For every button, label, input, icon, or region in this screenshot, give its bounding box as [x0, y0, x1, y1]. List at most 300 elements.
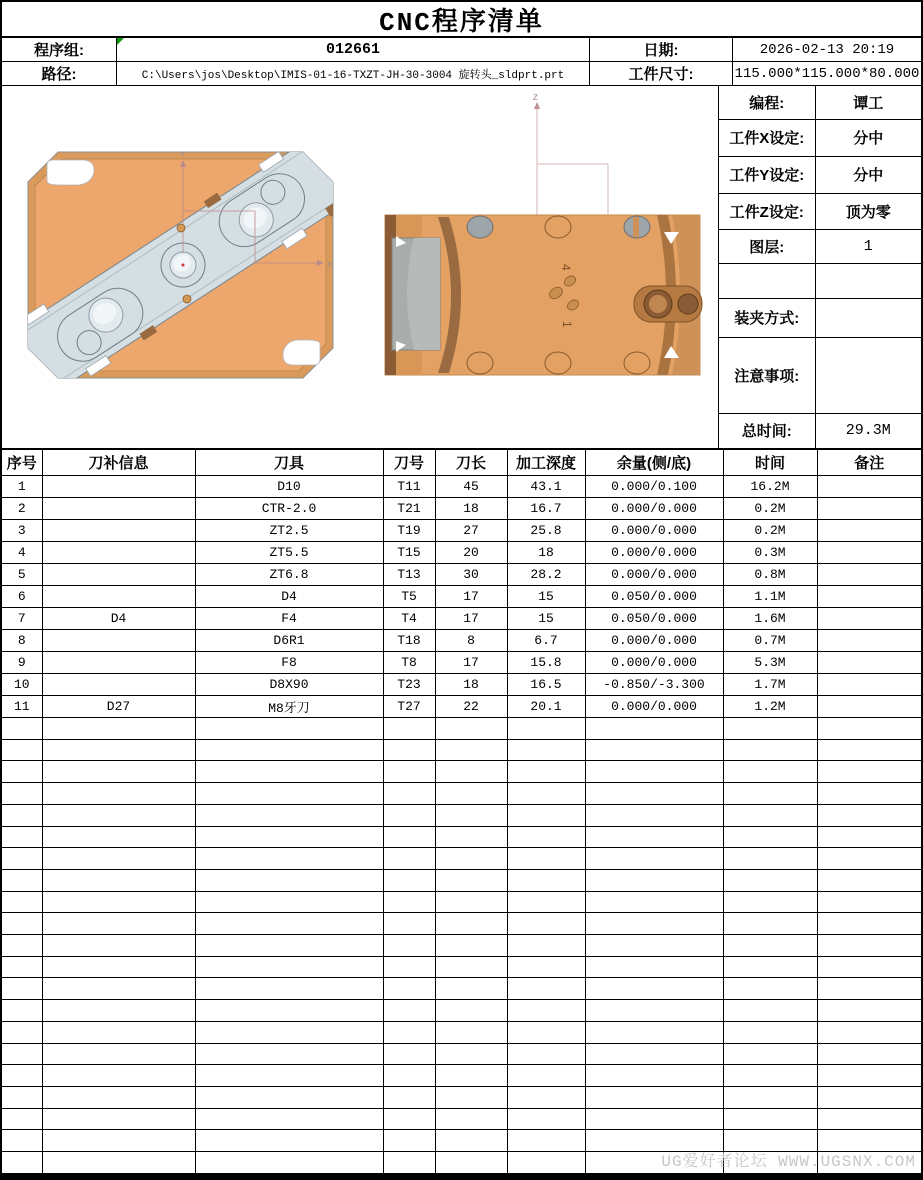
cell-remark [817, 869, 921, 891]
col-header-tool: 刀具 [195, 450, 383, 476]
cell-allowance: -0.850/-3.300 [585, 674, 723, 696]
cell-cut-depth [507, 935, 585, 957]
cell-remark [817, 718, 921, 740]
tool-row [2, 586, 921, 608]
empty-row [2, 1086, 921, 1108]
panel-row-z-setting [719, 193, 921, 229]
cell-seq [2, 1130, 42, 1152]
cell-remark [817, 1065, 921, 1087]
cell-cut-depth [507, 1043, 585, 1065]
empty-row [2, 761, 921, 783]
tool-row [2, 542, 921, 564]
cell-cut-depth [507, 913, 585, 935]
cell-remark [817, 913, 921, 935]
cell-remark [817, 520, 921, 542]
x-setting-value: 分中 [815, 119, 921, 156]
cell-cut-depth [507, 804, 585, 826]
cell-seq: 7 [2, 608, 42, 630]
cell-tool-comp [42, 630, 195, 652]
cell-tool [195, 913, 383, 935]
cell-cut-depth: 16.7 [507, 498, 585, 520]
cell-tool-comp [42, 761, 195, 783]
cell-tool-length [435, 783, 507, 805]
notes-value [815, 337, 921, 413]
empty-row [2, 935, 921, 957]
forum-watermark: UG爱好者论坛 WWW.UGSNX.COM [661, 1153, 916, 1171]
cell-seq [2, 1086, 42, 1108]
cell-tool-length [435, 1108, 507, 1130]
program-group-value: 012661 [117, 38, 590, 62]
cell-tool-length: 22 [435, 696, 507, 718]
cell-tool [195, 1130, 383, 1152]
cell-tool-no [383, 718, 435, 740]
cell-time: 1.6M [723, 608, 817, 630]
col-header-remark: 备注 [817, 450, 921, 476]
tool-table-body [2, 476, 921, 1174]
cell-tool-no: T5 [383, 586, 435, 608]
cell-remark [817, 978, 921, 1000]
cell-tool-comp [42, 476, 195, 498]
cell-tool-comp [42, 674, 195, 696]
cell-tool-length: 18 [435, 498, 507, 520]
cell-tool-length [435, 1000, 507, 1022]
tool-table [2, 449, 921, 1174]
cell-tool [195, 739, 383, 761]
tool-row [2, 476, 921, 498]
empty-row [2, 869, 921, 891]
cell-tool-no [383, 935, 435, 957]
cell-cut-depth [507, 956, 585, 978]
cell-cut-depth: 25.8 [507, 520, 585, 542]
cell-cut-depth [507, 978, 585, 1000]
cell-allowance [585, 783, 723, 805]
workpiece-size-value: 115.000*115.000*80.000 [733, 62, 921, 86]
cell-allowance [585, 1108, 723, 1130]
cell-tool-no [383, 761, 435, 783]
cell-remark [817, 498, 921, 520]
cell-tool-no [383, 1130, 435, 1152]
cell-tool-length [435, 869, 507, 891]
cell-allowance: 0.050/0.000 [585, 608, 723, 630]
cell-tool: M8牙刀 [195, 696, 383, 718]
col-header-seq: 序号 [2, 450, 42, 476]
cell-tool [195, 935, 383, 957]
cell-tool-no [383, 1152, 435, 1174]
workpiece-size-label: 工件尺寸: [590, 62, 733, 86]
cell-tool-length [435, 826, 507, 848]
cell-time: 0.7M [723, 630, 817, 652]
part-number-1: 1 [560, 321, 574, 328]
cell-allowance [585, 1021, 723, 1043]
cell-seq: 3 [2, 520, 42, 542]
panel-row-total-time [719, 413, 921, 448]
col-header-time: 时间 [723, 450, 817, 476]
cell-seq [2, 1152, 42, 1174]
cell-seq: 9 [2, 652, 42, 674]
cell-remark [817, 891, 921, 913]
cell-remark [817, 586, 921, 608]
cell-seq: 2 [2, 498, 42, 520]
cell-tool-length: 30 [435, 564, 507, 586]
cell-cut-depth: 16.5 [507, 674, 585, 696]
cell-tool-length: 27 [435, 520, 507, 542]
cell-tool-comp [42, 1152, 195, 1174]
cell-time [723, 869, 817, 891]
cell-tool-comp [42, 826, 195, 848]
notes-label: 注意事项: [719, 337, 815, 413]
cell-tool-comp [42, 913, 195, 935]
cell-cut-depth [507, 869, 585, 891]
cell-allowance [585, 891, 723, 913]
tool-table-head-row [2, 450, 921, 476]
cell-tool-length: 20 [435, 542, 507, 564]
empty-row [2, 739, 921, 761]
empty-row [2, 1065, 921, 1087]
cell-cut-depth [507, 891, 585, 913]
cell-tool: ZT5.5 [195, 542, 383, 564]
cell-time [723, 804, 817, 826]
cell-tool-no [383, 826, 435, 848]
cell-seq [2, 978, 42, 1000]
cell-seq [2, 935, 42, 957]
setup-panel [718, 86, 921, 448]
cell-tool-comp [42, 1021, 195, 1043]
blank-label [719, 263, 815, 298]
cell-seq [2, 869, 42, 891]
cell-time [723, 1108, 817, 1130]
panel-row-y-setting [719, 156, 921, 193]
cell-tool-length [435, 1086, 507, 1108]
empty-row [2, 1021, 921, 1043]
empty-row [2, 978, 921, 1000]
cell-cut-depth [507, 1152, 585, 1174]
panel-row-programmer [719, 86, 921, 119]
panel-row-x-setting [719, 119, 921, 156]
cell-cut-depth [507, 826, 585, 848]
cell-remark [817, 608, 921, 630]
cell-time [723, 1065, 817, 1087]
cell-remark [817, 1130, 921, 1152]
cell-remark [817, 848, 921, 870]
cell-allowance: 0.000/0.000 [585, 652, 723, 674]
layer-value: 1 [815, 229, 921, 263]
cell-tool-comp [42, 652, 195, 674]
cell-allowance [585, 848, 723, 870]
cell-tool-length: 8 [435, 630, 507, 652]
cell-time [723, 848, 817, 870]
empty-row [2, 913, 921, 935]
cell-tool-no: T13 [383, 564, 435, 586]
cell-seq [2, 826, 42, 848]
cell-tool-comp [42, 1108, 195, 1130]
path-value: C:\Users\jos\Desktop\IMIS-01-16-TXZT-JH-30-3004 旋转头_sldprt.prt [117, 62, 590, 86]
top-header [2, 38, 921, 86]
cell-tool: F4 [195, 608, 383, 630]
cell-seq [2, 848, 42, 870]
cell-tool [195, 783, 383, 805]
empty-row [2, 1108, 921, 1130]
empty-row [2, 1152, 921, 1174]
cell-tool-length [435, 935, 507, 957]
cell-allowance [585, 869, 723, 891]
cell-cut-depth [507, 1108, 585, 1130]
col-header-tool-comp: 刀补信息 [42, 450, 195, 476]
cell-time: 1.1M [723, 586, 817, 608]
cell-seq [2, 1000, 42, 1022]
cell-seq: 5 [2, 564, 42, 586]
cell-tool-no [383, 783, 435, 805]
axis-x-label: X [327, 261, 332, 270]
empty-row [2, 891, 921, 913]
y-setting-label: 工件Y设定: [719, 156, 815, 193]
cell-cut-depth: 43.1 [507, 476, 585, 498]
cell-tool-no [383, 869, 435, 891]
cell-seq: 11 [2, 696, 42, 718]
cell-tool-comp [42, 520, 195, 542]
tool-row [2, 520, 921, 542]
cell-remark [817, 1000, 921, 1022]
cell-remark [817, 542, 921, 564]
cell-tool-comp [42, 869, 195, 891]
cell-seq [2, 913, 42, 935]
cell-tool-no [383, 891, 435, 913]
cell-allowance: 0.050/0.000 [585, 586, 723, 608]
x-setting-label: 工件X设定: [719, 119, 815, 156]
cell-seq [2, 891, 42, 913]
cell-time [723, 913, 817, 935]
cell-tool [195, 718, 383, 740]
y-setting-value: 分中 [815, 156, 921, 193]
cell-allowance [585, 804, 723, 826]
cell-tool-length [435, 804, 507, 826]
cell-time [723, 718, 817, 740]
cell-tool-comp: D4 [42, 608, 195, 630]
cell-allowance [585, 913, 723, 935]
cell-allowance [585, 978, 723, 1000]
cell-tool-no [383, 804, 435, 826]
col-header-cut-depth: 加工深度 [507, 450, 585, 476]
cell-time [723, 1000, 817, 1022]
program-group-label: 程序组: [2, 38, 117, 62]
cell-remark [817, 783, 921, 805]
cell-time: 1.7M [723, 674, 817, 696]
cell-tool: CTR-2.0 [195, 498, 383, 520]
cell-time [723, 826, 817, 848]
cell-time: 0.2M [723, 498, 817, 520]
total-time-label: 总时间: [719, 413, 815, 448]
page-title: CNC程序清单 [2, 2, 921, 38]
cell-tool: D6R1 [195, 630, 383, 652]
part-number-4: 4 [559, 264, 573, 271]
cell-remark [817, 739, 921, 761]
cell-tool [195, 869, 383, 891]
cell-tool-length [435, 1130, 507, 1152]
cell-seq [2, 783, 42, 805]
cell-tool-no [383, 1086, 435, 1108]
cell-tool-no: T4 [383, 608, 435, 630]
col-header-allowance: 余量(侧/底) [585, 450, 723, 476]
cell-tool-length [435, 891, 507, 913]
cell-seq: 10 [2, 674, 42, 696]
cell-tool-length: 17 [435, 586, 507, 608]
cell-seq: 4 [2, 542, 42, 564]
cell-seq [2, 718, 42, 740]
cell-remark [817, 1086, 921, 1108]
cell-allowance: 0.000/0.100 [585, 476, 723, 498]
cell-tool-comp [42, 1043, 195, 1065]
cell-time: 0.3M [723, 542, 817, 564]
cell-allowance: 0.000/0.000 [585, 630, 723, 652]
cell-tool-comp [42, 542, 195, 564]
empty-row [2, 826, 921, 848]
panel-row-clamping [719, 298, 921, 337]
empty-row [2, 1130, 921, 1152]
cell-tool-comp [42, 586, 195, 608]
cell-allowance [585, 935, 723, 957]
cell-seq [2, 1065, 42, 1087]
empty-row [2, 956, 921, 978]
panel-row-blank [719, 263, 921, 298]
cell-tool [195, 1065, 383, 1087]
tool-row [2, 564, 921, 586]
cell-time [723, 761, 817, 783]
cell-allowance [585, 739, 723, 761]
cell-tool [195, 1000, 383, 1022]
z-setting-label: 工件Z设定: [719, 193, 815, 229]
cell-seq: 6 [2, 586, 42, 608]
cell-allowance [585, 1086, 723, 1108]
cell-tool [195, 1152, 383, 1174]
cell-tool-no: T11 [383, 476, 435, 498]
cell-time [723, 783, 817, 805]
cell-cut-depth [507, 783, 585, 805]
date-value: 2026-02-13 20:19 [733, 38, 921, 62]
cell-tool-comp [42, 739, 195, 761]
cell-remark [817, 1021, 921, 1043]
clamping-label: 装夹方式: [719, 298, 815, 337]
cell-time [723, 935, 817, 957]
cell-comment-flag [117, 38, 124, 45]
cell-time: 0.2M [723, 520, 817, 542]
cell-tool: D10 [195, 476, 383, 498]
cell-tool-no: T21 [383, 498, 435, 520]
cell-tool-no: T18 [383, 630, 435, 652]
cad-preview-area [2, 86, 718, 448]
cell-cut-depth: 15 [507, 586, 585, 608]
cell-cut-depth [507, 1065, 585, 1087]
cell-remark [817, 935, 921, 957]
cell-tool-no [383, 1043, 435, 1065]
cell-tool-no [383, 956, 435, 978]
cell-tool-no [383, 1065, 435, 1087]
cell-cut-depth: 18 [507, 542, 585, 564]
cell-tool-no [383, 1021, 435, 1043]
cell-tool-length [435, 1043, 507, 1065]
cell-allowance [585, 1130, 723, 1152]
cell-tool: F8 [195, 652, 383, 674]
cell-tool: ZT2.5 [195, 520, 383, 542]
cell-allowance [585, 1065, 723, 1087]
cell-time [723, 739, 817, 761]
cell-tool [195, 1021, 383, 1043]
cell-remark [817, 674, 921, 696]
empty-row [2, 804, 921, 826]
cell-tool-no: T23 [383, 674, 435, 696]
cell-tool [195, 1043, 383, 1065]
cell-tool [195, 978, 383, 1000]
cell-tool-length [435, 1021, 507, 1043]
cell-tool-length [435, 1065, 507, 1087]
cell-cut-depth [507, 761, 585, 783]
cell-seq [2, 1021, 42, 1043]
cell-tool-comp [42, 564, 195, 586]
cell-seq: 8 [2, 630, 42, 652]
cell-time: 1.2M [723, 696, 817, 718]
cad-front-view [385, 94, 702, 375]
cell-remark [817, 956, 921, 978]
cell-time [723, 1152, 817, 1174]
empty-row [2, 718, 921, 740]
cell-tool-length: 17 [435, 652, 507, 674]
panel-row-layer [719, 229, 921, 263]
cell-remark [817, 1108, 921, 1130]
col-header-tool-length: 刀长 [435, 450, 507, 476]
cell-tool-comp [42, 935, 195, 957]
cell-remark [817, 652, 921, 674]
cell-time [723, 891, 817, 913]
axis-y-label: Y [180, 151, 185, 160]
cell-tool: D4 [195, 586, 383, 608]
cell-seq: 1 [2, 476, 42, 498]
cell-allowance [585, 718, 723, 740]
cell-tool-comp [42, 891, 195, 913]
cell-cut-depth [507, 718, 585, 740]
cell-tool-no: T19 [383, 520, 435, 542]
cell-tool-length [435, 956, 507, 978]
cell-seq [2, 804, 42, 826]
cell-cut-depth [507, 1130, 585, 1152]
cell-tool-comp [42, 978, 195, 1000]
cell-tool-comp [42, 783, 195, 805]
cell-tool-comp [42, 1130, 195, 1152]
cell-seq [2, 1108, 42, 1130]
cell-tool-comp [42, 804, 195, 826]
cad-svg [2, 86, 718, 448]
cell-cut-depth [507, 848, 585, 870]
tool-row [2, 498, 921, 520]
clamping-value [815, 298, 921, 337]
cell-remark [817, 826, 921, 848]
cell-remark [817, 630, 921, 652]
cell-allowance [585, 761, 723, 783]
cell-tool-length [435, 848, 507, 870]
cell-tool-no: T15 [383, 542, 435, 564]
cell-tool [195, 848, 383, 870]
cell-tool-no [383, 739, 435, 761]
cell-seq [2, 739, 42, 761]
axis-z-label: Z [533, 94, 538, 103]
cell-tool [195, 1108, 383, 1130]
cell-tool-no: T27 [383, 696, 435, 718]
cell-tool-comp [42, 956, 195, 978]
cell-allowance: 0.000/0.000 [585, 696, 723, 718]
cell-allowance: 0.000/0.000 [585, 564, 723, 586]
cell-tool [195, 1086, 383, 1108]
cell-tool-length [435, 978, 507, 1000]
cell-remark [817, 564, 921, 586]
empty-row [2, 783, 921, 805]
cell-time [723, 956, 817, 978]
